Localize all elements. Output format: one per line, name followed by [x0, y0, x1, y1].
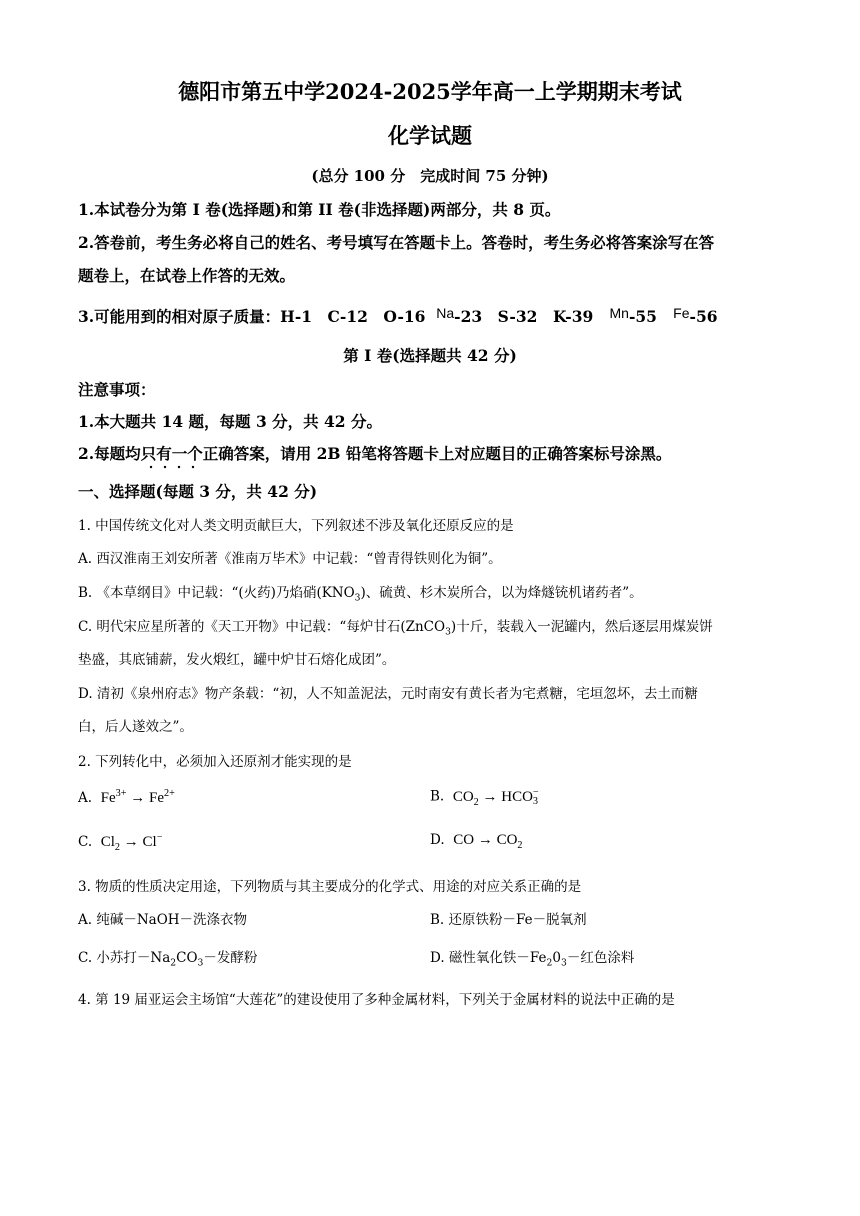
exam-meta: (总分 100 分 完成时间 75 分钟) — [311, 167, 549, 185]
formula-superscript: − — [532, 787, 539, 798]
exam-subtitle: 化学试题 — [388, 123, 472, 148]
q1-option-b-subscript: 3 — [354, 592, 361, 604]
q2-option-d-formula — [453, 832, 523, 851]
formula-subscript: 2 — [517, 840, 523, 851]
formula-superscript: − — [156, 832, 163, 843]
q2-stem: 2. 下列转化中，必须加入还原剂才能实现的是 — [78, 754, 352, 770]
q1-option-b — [78, 581, 790, 604]
q3-option-a: A. 纯碱－NaOH－洗涤衣物 — [78, 912, 248, 928]
part-1-title: 一、选择题(每题 3 分，共 42 分) — [78, 482, 318, 501]
formula-part: CO — [452, 788, 474, 805]
q3-option-c-text: C. 小苏打－Na — [78, 950, 171, 966]
q1-option-b-text-end: )、硫黄、杉木炭所合，以为烽燧铳机诸药者”。 — [360, 585, 643, 601]
q4-stem: 4. 第 19 届亚运会主场馆“大莲花”的建设使用了多种金属材料，下列关于金属材料的说法中正确的是 — [78, 992, 675, 1008]
section-1-title: 第 I 卷(选择题共 42 分) — [343, 346, 517, 365]
note-1: 1.本试卷分为第 I 卷(选择题)和第 II 卷(非选择题)两部分，共 8 页。 — [78, 200, 561, 219]
q2-option-b-formula — [452, 787, 539, 808]
formula-subscript: 2 — [170, 957, 177, 969]
formula-scripts — [533, 788, 539, 806]
q3-option-b: B. 还原铁粉－Fe－脱氧剂 — [430, 912, 587, 928]
q3-option-d-text: D. 磁性氧化铁－Fe — [430, 950, 547, 966]
q1-option-c-line-1 — [78, 615, 790, 638]
notice-2-suffix: 正确答案，请用 2B 铅笔将答题卡上对应题目的正确答案标号涂黑。 — [202, 444, 672, 463]
option-label: B. — [430, 788, 445, 805]
formula-subscript: 3 — [532, 796, 539, 808]
notice-1: 1.本大题共 14 题，每题 3 分，共 42 分。 — [78, 412, 382, 431]
formula-superscript: 2+ — [163, 788, 175, 799]
notice-2-emphasis: 只有一个 — [141, 444, 203, 469]
sodium-mass: -23 S-32 K-39 — [454, 307, 594, 326]
formula-part: Fe — [148, 790, 164, 806]
exam-title: 德阳市第五中学2024-2025学年高一上学期期末考试 — [178, 79, 682, 104]
formula-part: Cl — [100, 834, 115, 850]
option-label: A. — [78, 790, 93, 806]
formula-part: CO — [496, 832, 518, 848]
formula-subscript: 3 — [197, 957, 204, 969]
q3-option-c-text-end: －发酵粉 — [203, 950, 258, 966]
q1-option-c-text: C. 明代宋应星所著的《天工开物》中记载：“每炉甘石(ZnCO — [78, 619, 446, 635]
q1-stem: 1. 中国传统文化对人类文明贡献巨大，下列叙述不涉及氧化还原反应的是 — [78, 518, 514, 534]
iron-symbol: Fe — [673, 305, 690, 321]
manganese-symbol: Mn — [609, 305, 629, 321]
q1-option-d-line-1: D. 清初《泉州府志》物产条载：“初，人不知盖泥法，元时南安有黄长者为宅煮糖，宅垣忽坏，去土而糖 — [78, 686, 698, 702]
q1-option-c-line-2: 垫盛，其底铺薪，发火煅红，罐中炉甘石熔化成团”。 — [78, 652, 396, 668]
formula-subscript: 2 — [114, 842, 121, 853]
arrow-icon: → — [482, 788, 498, 805]
notice-2 — [78, 442, 790, 464]
q2-option-c-formula — [100, 832, 163, 853]
formula-part: CO — [176, 950, 198, 966]
q2-option-a-formula — [101, 790, 175, 806]
option-label: D. — [430, 832, 445, 848]
q1-option-d-line-2: 白，后人遂效之”。 — [78, 719, 193, 735]
sodium-symbol: Na — [436, 305, 455, 321]
note-2-line-1: 2.答卷前，考生务必将自己的姓名、考号填写在答题卡上。答卷时，考生务必将答案涂写在答 — [78, 233, 715, 252]
q1-option-c-text-end: )十斤，装载入一泥罐内，然后逐层用煤炭饼 — [450, 619, 713, 635]
q2-option-b — [430, 788, 539, 808]
option-label: C. — [78, 834, 93, 850]
arrow-icon: → — [477, 832, 493, 848]
formula-part: CO — [453, 832, 475, 848]
q2-option-a — [78, 788, 175, 807]
q1-option-b-text: B. 《本草纲目》中记载：“(火药)乃焰硝(KNO — [78, 585, 355, 601]
manganese-mass: -55 — [628, 307, 657, 326]
formula-subscript: 2 — [473, 796, 479, 808]
notice-heading: 注意事项： — [78, 380, 156, 399]
formula-part: Fe — [100, 790, 116, 806]
arrow-icon: → — [123, 834, 139, 850]
q2-option-d — [430, 832, 523, 851]
note-2-line-2: 题卷上，在试卷上作答的无效。 — [78, 266, 296, 285]
formula-part: HCO — [501, 788, 533, 805]
note-3-prefix: 3.可能用到的相对原子质量：H-1 C-12 O-16 — [78, 307, 426, 326]
formula-part: 0 — [552, 950, 561, 966]
q1-option-c-subscript: 3 — [445, 626, 451, 638]
q3-stem: 3. 物质的性质决定用途，下列物质与其主要成分的化学式、用途的对应关系正确的是 — [78, 879, 582, 895]
formula-part: Cl — [142, 834, 157, 850]
formula-superscript: 3+ — [115, 788, 127, 799]
formula-subscript: 3 — [560, 957, 567, 969]
iron-mass: -56 — [689, 307, 718, 326]
notice-2-prefix: 2.每题均 — [78, 444, 141, 463]
note-3-atomic-masses — [78, 305, 790, 327]
q3-option-c — [78, 946, 257, 969]
q2-option-c — [78, 832, 162, 853]
q1-option-a: A. 西汉淮南王刘安所著《淮南万毕术》中记载：“曾青得铁则化为铜”。 — [78, 551, 502, 567]
arrow-icon: → — [130, 790, 146, 806]
formula-subscript: 2 — [546, 957, 553, 969]
q3-option-d — [430, 946, 634, 969]
q3-option-d-text-end: －红色涂料 — [566, 950, 635, 966]
